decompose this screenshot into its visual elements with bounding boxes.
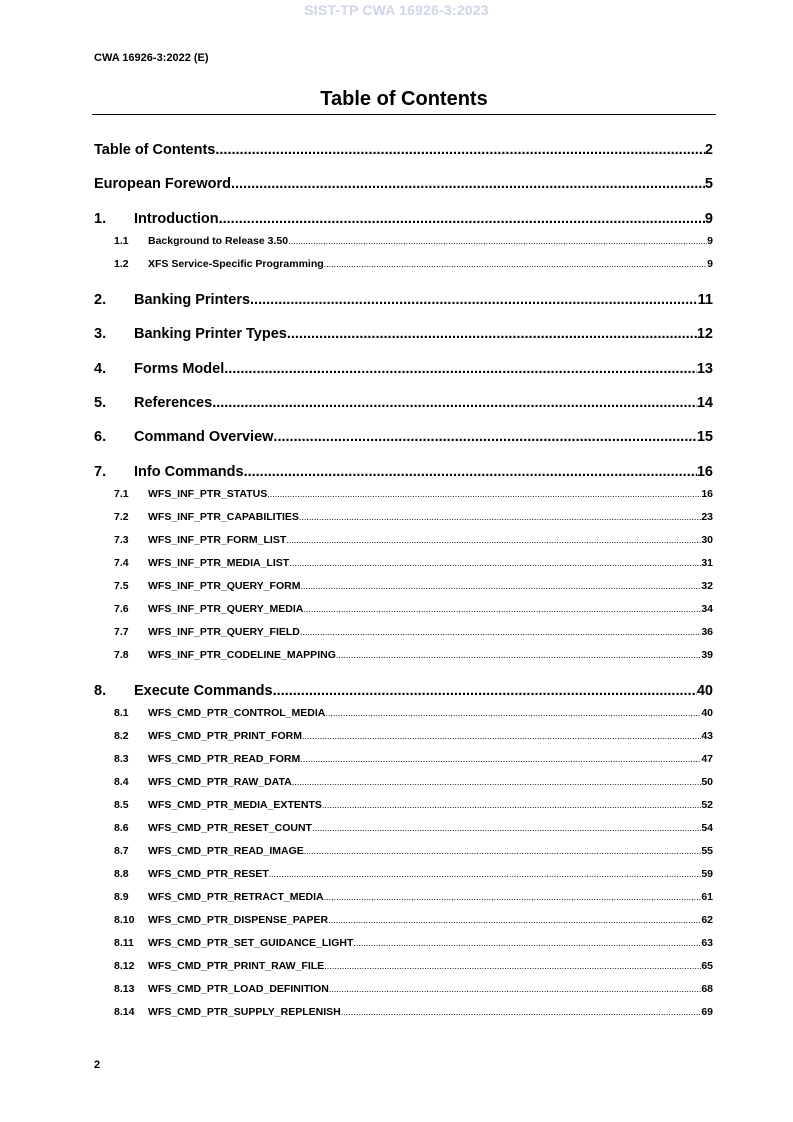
page-number: 2	[94, 1059, 101, 1071]
toc-entry-title: WFS_CMD_PTR_DISPENSE_PAPER	[148, 913, 329, 926]
toc-entry-number: 7.6	[114, 602, 129, 615]
toc-entry-page: 32	[701, 579, 713, 592]
toc-entry[interactable]	[94, 174, 713, 192]
toc-dot-leader	[269, 868, 702, 880]
toc-entry[interactable]	[94, 509, 713, 523]
toc-entry-page: 68	[701, 982, 713, 995]
toc-entry-page: 11	[697, 291, 713, 308]
toc-entry-title: WFS_CMD_PTR_READ_IMAGE	[148, 844, 304, 857]
toc-entry-page: 5	[704, 176, 713, 193]
toc-dot-leader	[336, 649, 701, 661]
toc-entry-title: XFS Service-Specific Programming	[148, 257, 324, 270]
toc-dot-leader	[300, 626, 701, 638]
toc-entry-title: Command Overview	[134, 429, 274, 446]
toc-dot-leader	[244, 464, 697, 480]
toc-entry-page: 59	[701, 867, 713, 880]
toc-entry[interactable]	[94, 140, 713, 158]
toc-entry[interactable]	[94, 532, 713, 546]
toc-entry-title: WFS_CMD_PTR_CONTROL_MEDIA	[148, 706, 326, 719]
toc-entry[interactable]	[94, 889, 713, 903]
toc-dot-leader	[324, 960, 701, 972]
toc-entry-page: 16	[696, 463, 713, 480]
toc-entry-title: Forms Model	[134, 360, 225, 377]
toc-dot-leader	[219, 211, 705, 227]
toc-dot-leader	[273, 429, 696, 445]
toc-entry-title: WFS_INF_PTR_QUERY_FORM	[148, 579, 301, 592]
toc-entry-number: 8.12	[114, 959, 135, 972]
toc-entry-title: WFS_INF_PTR_CAPABILITIES	[148, 510, 299, 523]
toc-entry[interactable]	[94, 797, 713, 811]
toc-entry-number: 7.2	[114, 510, 129, 523]
toc-dot-leader	[286, 534, 701, 546]
toc-entry-title: WFS_INF_PTR_QUERY_FIELD	[148, 625, 300, 638]
toc-entry[interactable]	[94, 705, 713, 719]
toc-entry-page: 43	[701, 729, 713, 742]
toc-entry[interactable]	[94, 555, 713, 569]
toc-entry-number: 7.3	[114, 533, 129, 546]
toc-dot-leader	[304, 845, 702, 857]
toc-entry-page: 9	[707, 234, 713, 247]
toc-dot-leader	[300, 753, 701, 765]
toc-entry-number: 3.	[94, 326, 107, 343]
toc-dot-leader	[329, 983, 701, 995]
toc-entry[interactable]	[94, 1004, 713, 1018]
toc-entry[interactable]	[94, 256, 713, 270]
toc-dot-leader	[231, 176, 705, 192]
toc-entry-title: WFS_INF_PTR_QUERY_MEDIA	[148, 602, 304, 615]
toc-entry-number: 8.8	[114, 867, 129, 880]
toc-entry-number: 7.5	[114, 579, 129, 592]
toc-entry[interactable]	[94, 866, 713, 880]
toc-entry[interactable]	[94, 935, 713, 949]
toc-entry-title: WFS_CMD_PTR_SET_GUIDANCE_LIGHT	[148, 936, 354, 949]
toc-entry-number: 8.	[94, 682, 107, 699]
toc-entry[interactable]	[94, 359, 713, 377]
toc-entry[interactable]	[94, 843, 713, 857]
toc-entry[interactable]	[94, 647, 713, 661]
toc-entry-page: 34	[701, 602, 713, 615]
toc-dot-leader	[215, 142, 705, 158]
toc-entry[interactable]	[94, 324, 713, 342]
toc-entry[interactable]	[94, 486, 713, 500]
toc-entry-number: 8.3	[114, 752, 129, 765]
watermark: SIST-TP CWA 16926-3:2023	[304, 2, 489, 18]
toc-entry-number: 8.7	[114, 844, 129, 857]
toc-entry[interactable]	[94, 728, 713, 742]
table-of-contents	[94, 0, 713, 1122]
toc-dot-leader	[353, 937, 701, 949]
toc-entry-page: 9	[707, 257, 713, 270]
toc-dot-leader	[324, 891, 702, 903]
toc-entry-number: 8.13	[114, 982, 135, 995]
toc-dot-leader	[325, 707, 701, 719]
toc-dot-leader	[292, 776, 702, 788]
toc-entry-number: 8.2	[114, 729, 129, 742]
toc-entry-page: 54	[701, 821, 713, 834]
toc-entry-page: 23	[701, 510, 713, 523]
toc-entry-title: Background to Release 3.50	[148, 234, 289, 247]
toc-entry-page: 31	[701, 556, 713, 569]
toc-dot-leader	[287, 326, 697, 342]
toc-entry[interactable]	[94, 774, 713, 788]
toc-entry-number: 7.	[94, 463, 107, 480]
toc-entry-title: References	[134, 395, 213, 411]
toc-entry-page: 52	[701, 798, 713, 811]
toc-entry-title: WFS_INF_PTR_FORM_LIST	[148, 533, 287, 546]
toc-entry-title: Banking Printers	[134, 291, 251, 308]
toc-entry-page: 2	[704, 142, 713, 158]
toc-dot-leader	[312, 822, 701, 834]
toc-entry-title: Banking Printer Types	[134, 326, 287, 343]
toc-dot-leader	[328, 914, 701, 926]
toc-entry-title: Execute Commands	[134, 682, 273, 699]
toc-entry-number: 7.7	[114, 625, 129, 638]
toc-entry[interactable]	[94, 751, 713, 765]
toc-entry-number: 1.1	[114, 234, 129, 247]
toc-entry-title: Info Commands	[134, 463, 244, 480]
toc-dot-leader	[288, 235, 707, 247]
toc-entry-title: WFS_CMD_PTR_READ_FORM	[148, 752, 301, 765]
toc-entry[interactable]	[94, 427, 713, 445]
toc-entry[interactable]	[94, 462, 713, 480]
toc-entry-number: 4.	[94, 360, 107, 377]
toc-entry-page: 62	[701, 913, 713, 926]
toc-entry-number: 7.1	[114, 487, 129, 500]
toc-entry-page: 63	[701, 936, 713, 949]
toc-dot-leader	[300, 580, 701, 592]
toc-entry-title: WFS_CMD_PTR_PRINT_RAW_FILE	[148, 959, 325, 972]
toc-entry-number: 8.5	[114, 798, 129, 811]
toc-entry-number: 2.	[94, 291, 107, 308]
toc-entry-page: 65	[701, 959, 713, 972]
toc-entry-title: WFS_CMD_PTR_SUPPLY_REPLENISH	[148, 1005, 341, 1018]
toc-entry-title: European Foreword	[94, 176, 231, 193]
toc-entry[interactable]	[94, 958, 713, 972]
document-reference: CWA 16926-3:2022 (E)	[94, 52, 209, 64]
toc-entry-title: WFS_CMD_PTR_RETRACT_MEDIA	[148, 890, 324, 903]
toc-dot-leader	[267, 488, 701, 500]
toc-dot-leader	[212, 395, 697, 411]
toc-entry-page: 14	[696, 395, 713, 411]
toc-entry[interactable]	[94, 578, 713, 592]
toc-entry-page: 50	[701, 775, 713, 788]
toc-entry-number: 5.	[94, 395, 107, 411]
toc-entry-page: 12	[696, 326, 713, 343]
toc-entry[interactable]	[94, 209, 713, 227]
toc-entry[interactable]	[94, 601, 713, 615]
toc-entry-number: 6.	[94, 429, 107, 446]
page-title: Table of Contents	[320, 88, 488, 110]
toc-entry-number: 1.	[94, 210, 107, 227]
toc-entry[interactable]	[94, 981, 713, 995]
toc-entry-title: WFS_CMD_PTR_LOAD_DEFINITION	[148, 982, 329, 995]
toc-entry-title: WFS_INF_PTR_CODELINE_MAPPING	[148, 648, 336, 661]
toc-entry-page: 61	[701, 890, 713, 903]
toc-entry-page: 36	[701, 625, 713, 638]
toc-dot-leader	[324, 258, 708, 270]
toc-dot-leader	[341, 1006, 702, 1018]
toc-entry-page: 16	[701, 487, 713, 500]
toc-entry[interactable]	[94, 233, 713, 247]
toc-dot-leader	[299, 511, 701, 523]
toc-entry-page: 40	[701, 706, 713, 719]
toc-entry-page: 39	[701, 648, 713, 661]
toc-entry-number: 8.10	[114, 913, 135, 926]
toc-dot-leader	[303, 603, 701, 615]
toc-entry-title: Table of Contents	[94, 142, 216, 158]
toc-entry-page: 40	[696, 682, 713, 699]
toc-entry-page: 55	[701, 844, 713, 857]
toc-entry-page: 13	[696, 360, 713, 377]
toc-dot-leader	[224, 361, 697, 377]
toc-entry-page: 15	[696, 429, 713, 446]
toc-entry-number: 1.2	[114, 257, 129, 270]
toc-entry-number: 8.6	[114, 821, 129, 834]
toc-entry-page: 69	[701, 1005, 713, 1018]
toc-entry-page: 30	[701, 533, 713, 546]
toc-entry-page: 9	[704, 210, 713, 227]
toc-entry-title: WFS_CMD_PTR_MEDIA_EXTENTS	[148, 798, 322, 811]
toc-entry-number: 8.9	[114, 890, 129, 903]
toc-dot-leader	[289, 557, 701, 569]
toc-entry-title: WFS_CMD_PTR_RAW_DATA	[148, 775, 292, 788]
toc-entry[interactable]	[94, 681, 713, 699]
toc-entry-number: 7.4	[114, 556, 129, 569]
toc-entry[interactable]	[94, 912, 713, 926]
toc-entry-title: Introduction	[134, 210, 219, 227]
toc-entry-title: WFS_INF_PTR_MEDIA_LIST	[148, 556, 290, 569]
toc-entry[interactable]	[94, 624, 713, 638]
toc-entry-title: WFS_INF_PTR_STATUS	[148, 487, 268, 500]
toc-entry-page: 47	[701, 752, 713, 765]
toc-entry-number: 7.8	[114, 648, 129, 661]
toc-dot-leader	[250, 292, 698, 308]
toc-entry-number: 8.4	[114, 775, 129, 788]
toc-dot-leader	[302, 730, 701, 742]
toc-entry[interactable]	[94, 820, 713, 834]
toc-entry-title: WFS_CMD_PTR_PRINT_FORM	[148, 729, 303, 742]
toc-entry[interactable]	[94, 393, 713, 411]
toc-dot-leader	[322, 799, 701, 811]
toc-entry-title: WFS_CMD_PTR_RESET_COUNT	[148, 821, 312, 834]
toc-entry-title: WFS_CMD_PTR_RESET	[148, 867, 269, 880]
toc-dot-leader	[273, 683, 697, 699]
toc-entry[interactable]	[94, 290, 713, 308]
toc-entry-number: 8.11	[114, 936, 134, 949]
toc-entry-number: 8.14	[114, 1005, 135, 1018]
toc-entry-number: 8.1	[114, 706, 129, 719]
